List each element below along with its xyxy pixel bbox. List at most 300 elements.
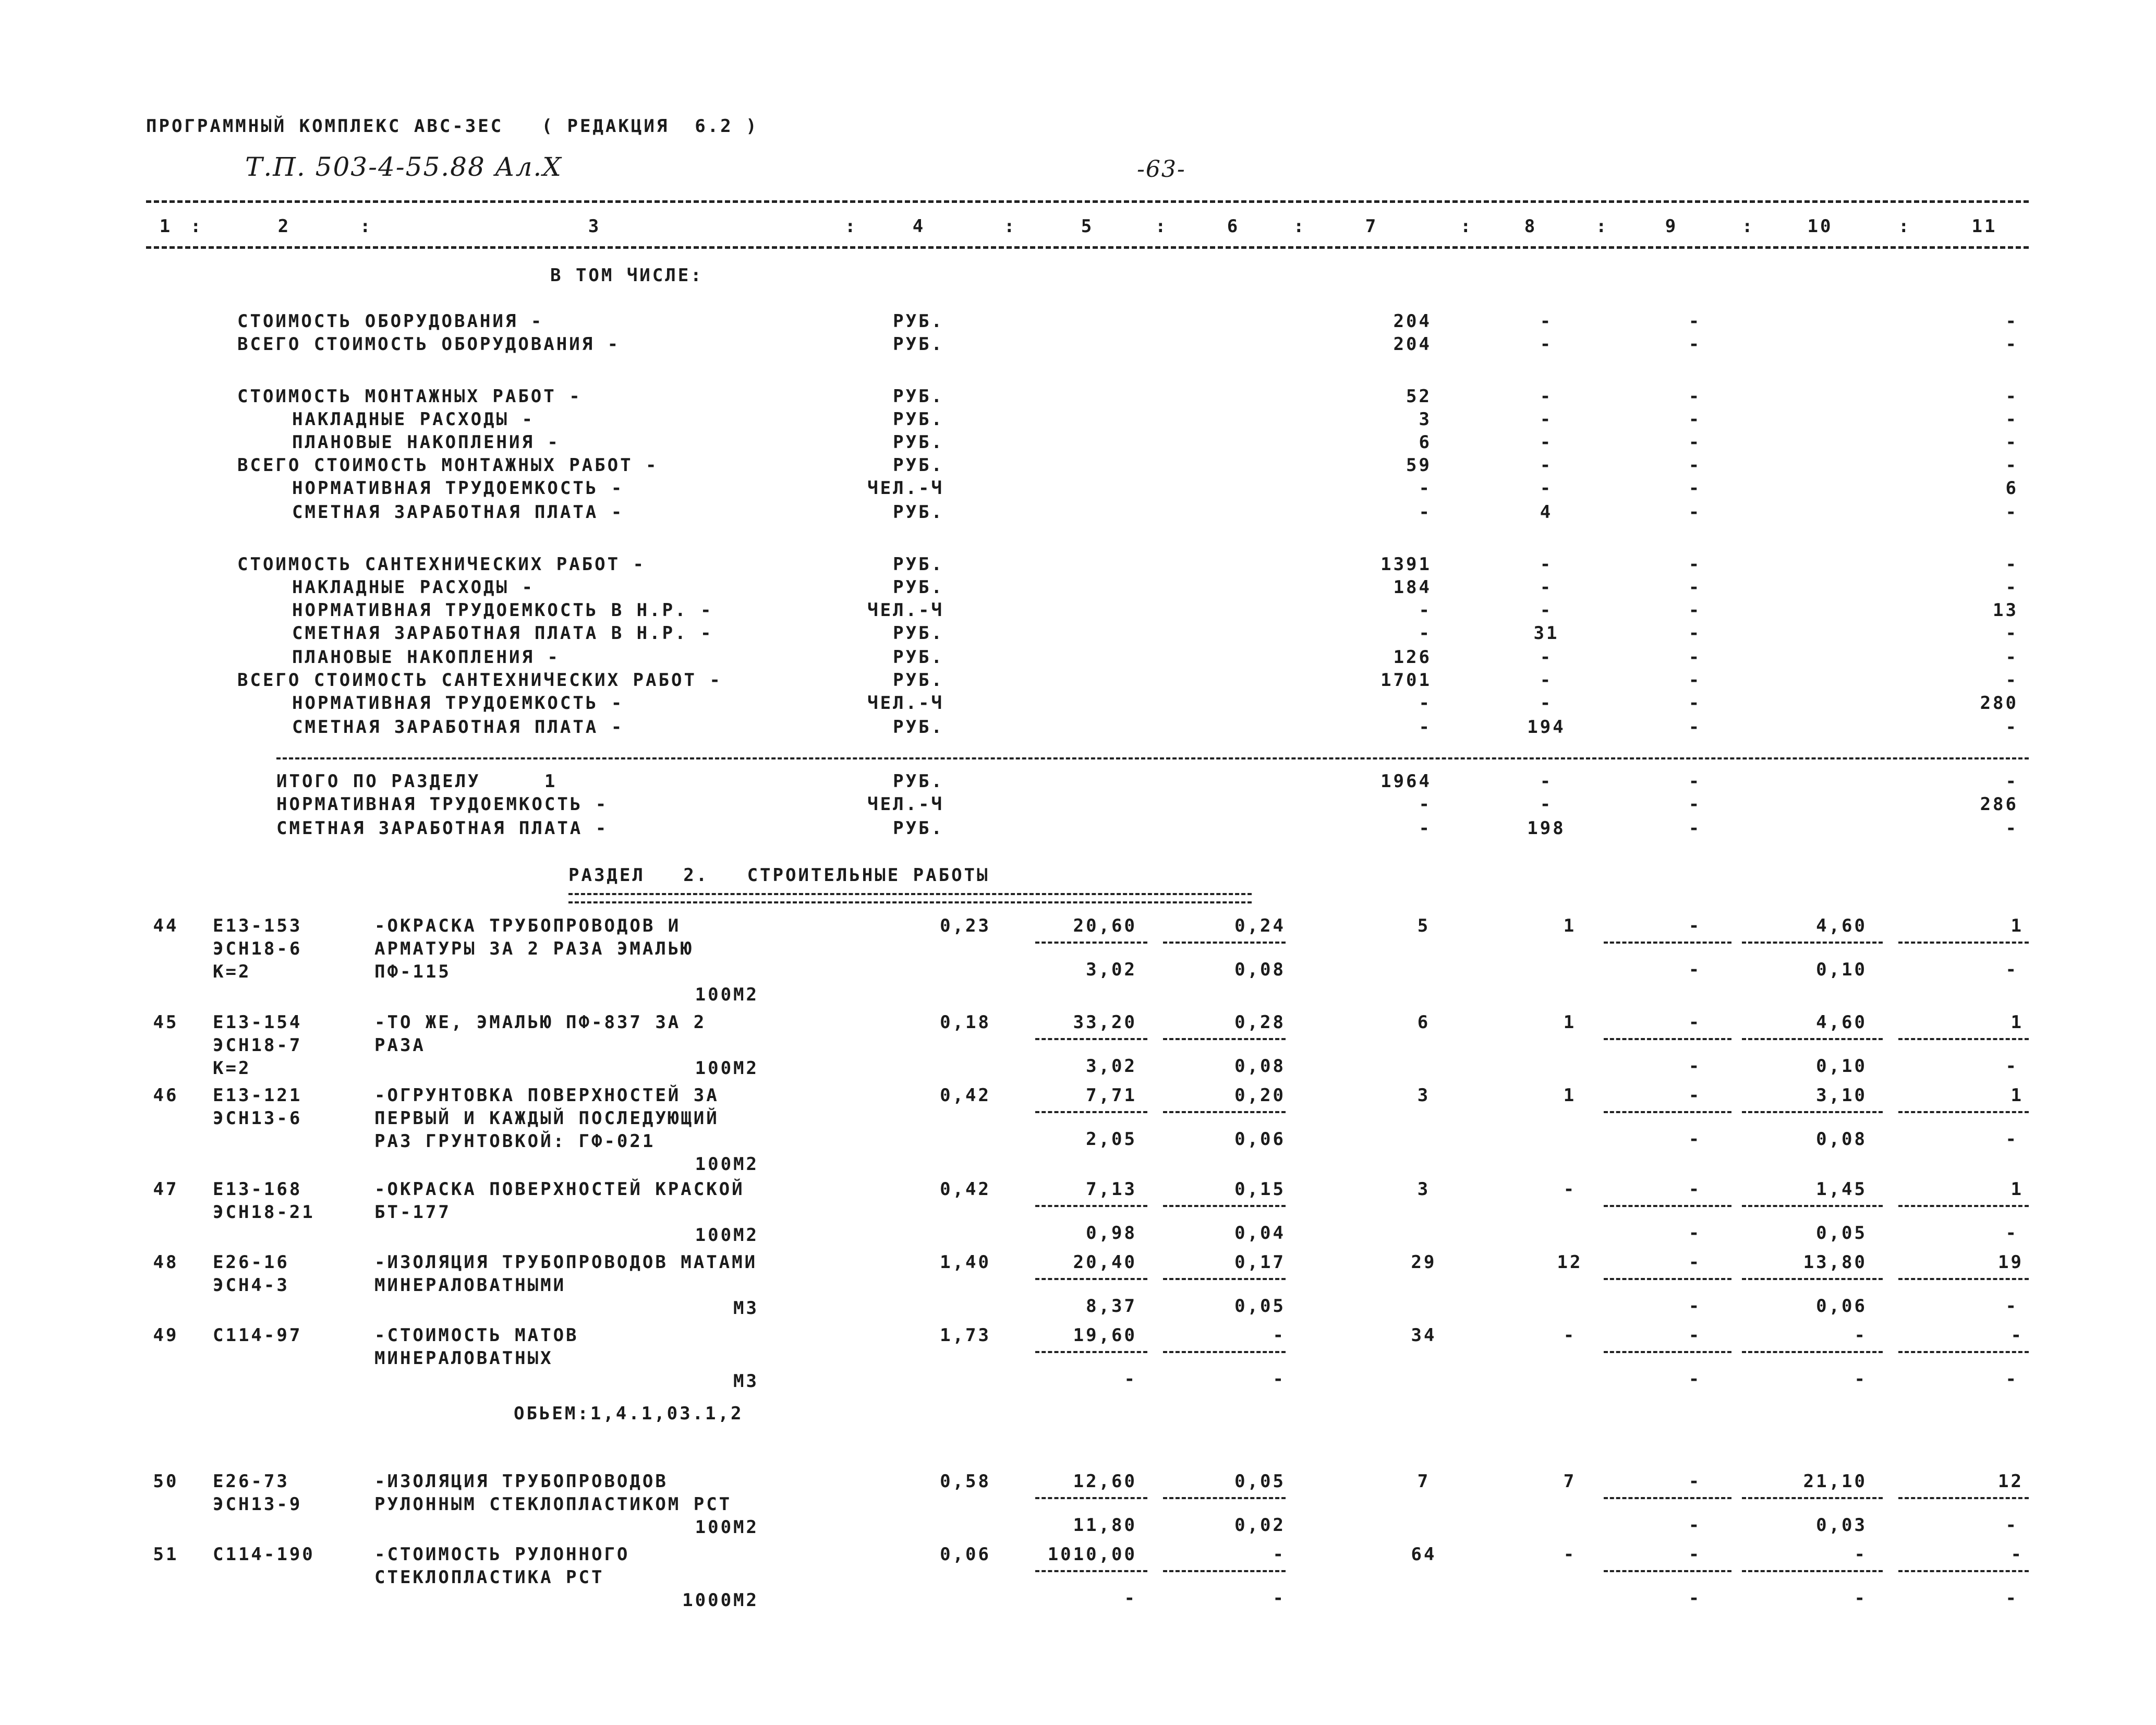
- item-description: ПЕРВЫЙ И КАЖДЫЙ ПОСЛЕДУЮЩИЙ: [374, 1108, 719, 1129]
- summary-col8: -: [1540, 693, 1553, 714]
- item-unit-price: 20,60: [1073, 915, 1137, 936]
- item-description: -ИЗОЛЯЦИЯ ТРУБОПРОВОДОВ: [374, 1471, 668, 1492]
- item-col11: 1: [2010, 915, 2024, 936]
- summary-label: ПЛАНОВЫЕ НАКОПЛЕНИЯ -: [292, 647, 560, 668]
- item-col10: -: [1854, 1325, 1867, 1346]
- item-unit-price-wages: 11,80: [1073, 1515, 1137, 1536]
- summary-label: СМЕТНАЯ ЗАРАБОТНАЯ ПЛАТА -: [292, 717, 624, 738]
- price-divider: [1163, 1111, 1286, 1113]
- column-separator: :: [1742, 216, 1755, 237]
- summary-col7: -: [1419, 478, 1432, 499]
- summary-col7: -: [1419, 693, 1432, 714]
- summary-col9: -: [1688, 455, 1702, 476]
- summary-label: НОРМАТИВНАЯ ТРУДОЕМКОСТЬ -: [292, 478, 624, 499]
- item-unit: 100М2: [695, 1154, 759, 1175]
- column-number: 7: [1365, 216, 1378, 237]
- summary-unit: РУБ.: [893, 647, 944, 668]
- item-col6-wages: 0,08: [1234, 1056, 1286, 1077]
- price-divider: [1035, 1351, 1147, 1353]
- summary-col8: -: [1540, 311, 1553, 332]
- item-col9-wages: -: [1688, 1056, 1702, 1077]
- item-col9: -: [1688, 1085, 1702, 1106]
- item-unit-price-wages: -: [1124, 1369, 1137, 1390]
- item-col8: 1: [1563, 915, 1577, 936]
- summary-col9: -: [1688, 432, 1702, 453]
- item-col9: -: [1688, 1252, 1702, 1273]
- total-col11: -: [2005, 771, 2018, 792]
- item-unit-price: 7,71: [1086, 1085, 1137, 1106]
- summary-col7: -: [1419, 717, 1432, 738]
- price-divider: [1035, 1111, 1147, 1113]
- right-divider: [1742, 1351, 1883, 1353]
- item-col11: -: [2010, 1544, 2024, 1565]
- total-col9: -: [1688, 794, 1702, 815]
- summary-col8: -: [1540, 577, 1553, 598]
- right-divider: [1898, 1570, 2029, 1572]
- summary-col7: -: [1419, 623, 1432, 644]
- right-divider: [1604, 1351, 1731, 1353]
- item-col11: 1: [2010, 1179, 2024, 1200]
- item-col7: 34: [1411, 1325, 1437, 1346]
- summary-col11: -: [2005, 554, 2018, 575]
- item-col6-wages: 0,05: [1234, 1296, 1286, 1317]
- item-number: 50: [153, 1471, 179, 1492]
- item-unit-price: 19,60: [1073, 1325, 1137, 1346]
- item-description: -ОГРУНТОВКА ПОВЕРХНОСТЕЙ ЗА: [374, 1085, 719, 1106]
- summary-col8: 31: [1533, 623, 1559, 644]
- item-col9: -: [1688, 1544, 1702, 1565]
- column-number: 9: [1665, 216, 1678, 237]
- right-divider: [1742, 1111, 1883, 1113]
- item-col10: 13,80: [1803, 1252, 1867, 1273]
- total-col9: -: [1688, 771, 1702, 792]
- summary-col8: -: [1540, 670, 1553, 691]
- column-number: 5: [1081, 216, 1094, 237]
- summary-col7: 3: [1419, 409, 1432, 430]
- item-unit: 100М2: [695, 1058, 759, 1079]
- summary-label: ВСЕГО СТОИМОСТЬ САНТЕХНИЧЕСКИХ РАБОТ -: [237, 670, 722, 691]
- in-total-label: В ТОМ ЧИСЛЕ:: [550, 265, 704, 286]
- item-col11-wages: -: [2005, 1223, 2018, 1244]
- item-code: С114-97: [213, 1325, 302, 1346]
- price-divider: [1035, 1570, 1147, 1572]
- item-number: 47: [153, 1179, 179, 1200]
- item-col11: 19: [1998, 1252, 2024, 1273]
- item-col11: -: [2010, 1325, 2024, 1346]
- item-col11: 1: [2010, 1085, 2024, 1106]
- summary-col11: -: [2005, 386, 2018, 407]
- item-col6: 0,28: [1234, 1012, 1286, 1033]
- summary-unit: РУБ.: [893, 717, 944, 738]
- item-quantity: 0,23: [940, 915, 991, 936]
- summary-col11: -: [2005, 647, 2018, 668]
- item-col8: 7: [1563, 1471, 1577, 1492]
- item-col10: 4,60: [1816, 1012, 1867, 1033]
- item-col10-wages: -: [1854, 1588, 1867, 1609]
- summary-unit: ЧЕЛ.-Ч: [867, 478, 944, 499]
- summary-col9: -: [1688, 623, 1702, 644]
- item-unit-price: 12,60: [1073, 1471, 1137, 1492]
- item-col8: -: [1563, 1325, 1577, 1346]
- item-col9: -: [1688, 1471, 1702, 1492]
- summary-unit: РУБ.: [893, 670, 944, 691]
- summary-unit: РУБ.: [893, 409, 944, 430]
- total-unit: РУБ.: [893, 771, 944, 792]
- item-unit-price: 20,40: [1073, 1252, 1137, 1273]
- summary-col8: -: [1540, 478, 1553, 499]
- right-divider: [1742, 942, 1883, 944]
- price-divider: [1035, 1205, 1147, 1207]
- total-col9: -: [1688, 818, 1702, 839]
- summary-col9: -: [1688, 334, 1702, 355]
- section-2-title-underline: [568, 893, 1252, 903]
- summary-col11: 13: [1993, 600, 2018, 621]
- item-col6-wages: 0,06: [1234, 1129, 1286, 1150]
- item-code-3: К=2: [213, 961, 251, 982]
- summary-col11: -: [2005, 334, 2018, 355]
- summary-label: СТОИМОСТЬ ОБОРУДОВАНИЯ -: [237, 311, 544, 332]
- item-col9: -: [1688, 1012, 1702, 1033]
- item-col8: 12: [1557, 1252, 1583, 1273]
- summary-label: ПЛАНОВЫЕ НАКОПЛЕНИЯ -: [292, 432, 560, 453]
- item-code: Е13-121: [213, 1085, 302, 1106]
- item-unit-price-wages: 2,05: [1086, 1129, 1137, 1150]
- item-col9-wages: -: [1688, 1515, 1702, 1536]
- total-col7: -: [1419, 794, 1432, 815]
- column-separator: :: [1293, 216, 1306, 237]
- item-col8: 1: [1563, 1085, 1577, 1106]
- item-unit-price-wages: 0,98: [1086, 1223, 1137, 1244]
- item-quantity: 0,18: [940, 1012, 991, 1033]
- summary-col8: 4: [1540, 502, 1553, 523]
- column-number: 6: [1227, 216, 1240, 237]
- summary-label: НАКЛАДНЫЕ РАСХОДЫ -: [292, 577, 535, 598]
- item-description: БТ-177: [374, 1202, 451, 1223]
- item-col6: 0,24: [1234, 915, 1286, 936]
- item-unit-price-wages: 3,02: [1086, 959, 1137, 980]
- summary-col8: -: [1540, 554, 1553, 575]
- summary-unit: ЧЕЛ.-Ч: [867, 600, 944, 621]
- item-col8: -: [1563, 1179, 1577, 1200]
- summary-col7: 184: [1393, 577, 1432, 598]
- item-number: 48: [153, 1252, 179, 1273]
- item-col7: 29: [1411, 1252, 1437, 1273]
- item-col10: -: [1854, 1544, 1867, 1565]
- price-divider: [1163, 1351, 1286, 1353]
- column-number: 10: [1807, 216, 1833, 237]
- summary-col8: -: [1540, 334, 1553, 355]
- price-divider: [1035, 1497, 1147, 1499]
- volume-note: ОБЬЕМ:1,4.1,03.1,2: [514, 1403, 744, 1424]
- summary-col9: -: [1688, 311, 1702, 332]
- summary-col9: -: [1688, 577, 1702, 598]
- summary-col11: -: [2005, 623, 2018, 644]
- summary-col7: 204: [1393, 311, 1432, 332]
- item-col7: 3: [1417, 1179, 1431, 1200]
- column-number: 8: [1524, 216, 1537, 237]
- summary-label: НАКЛАДНЫЕ РАСХОДЫ -: [292, 409, 535, 430]
- summary-col8: -: [1540, 455, 1553, 476]
- item-col10-wages: -: [1854, 1369, 1867, 1390]
- column-separator: :: [1596, 216, 1609, 237]
- total-col8: 198: [1527, 818, 1566, 839]
- right-divider: [1898, 1278, 2029, 1280]
- summary-unit: ЧЕЛ.-Ч: [867, 693, 944, 714]
- column-number: 4: [912, 216, 926, 237]
- item-col10-wages: 0,06: [1816, 1296, 1867, 1317]
- total-unit: РУБ.: [893, 818, 944, 839]
- summary-col11: -: [2005, 311, 2018, 332]
- total-col7: -: [1419, 818, 1432, 839]
- header-bottom-rule: [146, 246, 2029, 249]
- item-col10: 1,45: [1816, 1179, 1867, 1200]
- summary-col9: -: [1688, 717, 1702, 738]
- item-col6: -: [1273, 1325, 1286, 1346]
- total-unit: ЧЕЛ.-Ч: [867, 794, 944, 815]
- summary-col11: 6: [2005, 478, 2018, 499]
- column-separator: :: [360, 216, 373, 237]
- item-number: 51: [153, 1544, 179, 1565]
- item-quantity: 0,42: [940, 1179, 991, 1200]
- item-col6: -: [1273, 1544, 1286, 1565]
- item-col8: -: [1563, 1544, 1577, 1565]
- item-code-2: ЭСН13-9: [213, 1494, 302, 1515]
- price-divider: [1163, 1570, 1286, 1572]
- column-number: 11: [1971, 216, 1997, 237]
- item-number: 44: [153, 915, 179, 936]
- item-quantity: 1,73: [940, 1325, 991, 1346]
- item-unit-price-wages: 8,37: [1086, 1296, 1137, 1317]
- summary-col8: -: [1540, 386, 1553, 407]
- column-number: 3: [588, 216, 601, 237]
- item-col6-wages: 0,02: [1234, 1515, 1286, 1536]
- summary-col9: -: [1688, 600, 1702, 621]
- right-divider: [1604, 1497, 1731, 1499]
- column-number: 2: [277, 216, 291, 237]
- item-col11-wages: -: [2005, 1515, 2018, 1536]
- summary-unit: РУБ.: [893, 311, 944, 332]
- document-reference: Т.П. 503-4-55.88 Ал.X: [245, 152, 562, 182]
- right-divider: [1742, 1205, 1883, 1207]
- item-col6: 0,15: [1234, 1179, 1286, 1200]
- item-unit-price-wages: 3,02: [1086, 1056, 1137, 1077]
- item-code-2: ЭСН18-6: [213, 938, 302, 959]
- item-col7: 64: [1411, 1544, 1437, 1565]
- item-col10: 4,60: [1816, 915, 1867, 936]
- item-col9-wages: -: [1688, 1129, 1702, 1150]
- price-divider: [1163, 1497, 1286, 1499]
- summary-label: СТОИМОСТЬ МОНТАЖНЫХ РАБОТ -: [237, 386, 582, 407]
- summary-label: ВСЕГО СТОИМОСТЬ ОБОРУДОВАНИЯ -: [237, 334, 621, 355]
- summary-col11: -: [2005, 717, 2018, 738]
- item-unit-price-wages: -: [1124, 1588, 1137, 1609]
- item-col11-wages: -: [2005, 1369, 2018, 1390]
- total-col7: 1964: [1380, 771, 1432, 792]
- item-unit: 100М2: [695, 984, 759, 1005]
- item-description: ПФ-115: [374, 961, 451, 982]
- item-col7: 7: [1417, 1471, 1431, 1492]
- item-col11-wages: -: [2005, 1129, 2018, 1150]
- item-col6: 0,20: [1234, 1085, 1286, 1106]
- item-number: 49: [153, 1325, 179, 1346]
- summary-col7: 1391: [1380, 554, 1432, 575]
- item-col6: 0,17: [1234, 1252, 1286, 1273]
- item-description: РУЛОННЫМ СТЕКЛОПЛАСТИКОМ РСТ: [374, 1494, 732, 1515]
- summary-col7: 59: [1406, 455, 1432, 476]
- summary-unit: РУБ.: [893, 577, 944, 598]
- summary-col8: -: [1540, 432, 1553, 453]
- item-description: РАЗ ГРУНТОВКОЙ: ГФ-021: [374, 1131, 656, 1152]
- item-col7: 5: [1417, 915, 1431, 936]
- price-divider: [1163, 1038, 1286, 1040]
- item-unit: 100М2: [695, 1517, 759, 1538]
- item-col10-wages: 0,08: [1816, 1129, 1867, 1150]
- item-code: Е26-73: [213, 1471, 289, 1492]
- item-code-3: К=2: [213, 1058, 251, 1079]
- item-description: СТЕКЛОПЛАСТИКА РСТ: [374, 1567, 604, 1588]
- column-separator: :: [1460, 216, 1473, 237]
- item-col8: 1: [1563, 1012, 1577, 1033]
- item-col9-wages: -: [1688, 959, 1702, 980]
- item-col11-wages: -: [2005, 959, 2018, 980]
- summary-col9: -: [1688, 502, 1702, 523]
- item-col10: 21,10: [1803, 1471, 1867, 1492]
- right-divider: [1604, 1111, 1731, 1113]
- item-description: АРМАТУРЫ ЗА 2 РАЗА ЭМАЛЬЮ: [374, 938, 694, 959]
- item-description: РАЗА: [374, 1035, 426, 1056]
- item-description: МИНЕРАЛОВАТНЫХ: [374, 1348, 553, 1369]
- summary-col11: -: [2005, 577, 2018, 598]
- item-code: Е26-16: [213, 1252, 289, 1273]
- header-top-rule: [146, 200, 2029, 203]
- item-code: Е13-154: [213, 1012, 302, 1033]
- item-description: -ОКРАСКА ПОВЕРХНОСТЕЙ КРАСКОЙ: [374, 1179, 745, 1200]
- total-col11: 286: [1980, 794, 2018, 815]
- item-description: -ИЗОЛЯЦИЯ ТРУБОПРОВОДОВ МАТАМИ: [374, 1252, 758, 1273]
- right-divider: [1898, 1351, 2029, 1353]
- right-divider: [1742, 1570, 1883, 1572]
- item-description: МИНЕРАЛОВАТНЫМИ: [374, 1275, 566, 1296]
- right-divider: [1898, 1111, 2029, 1113]
- right-divider: [1604, 942, 1731, 944]
- item-col6-wages: 0,04: [1234, 1223, 1286, 1244]
- item-number: 46: [153, 1085, 179, 1106]
- price-divider: [1163, 942, 1286, 944]
- section-1-total-rule: [276, 757, 2029, 759]
- summary-unit: РУБ.: [893, 502, 944, 523]
- item-col9: -: [1688, 915, 1702, 936]
- summary-unit: РУБ.: [893, 386, 944, 407]
- summary-col7: 204: [1393, 334, 1432, 355]
- column-separator: :: [845, 216, 858, 237]
- item-col6: 0,05: [1234, 1471, 1286, 1492]
- column-number: 1: [159, 216, 173, 237]
- summary-col8: -: [1540, 600, 1553, 621]
- summary-col11: 280: [1980, 693, 2018, 714]
- right-divider: [1742, 1038, 1883, 1040]
- summary-col9: -: [1688, 409, 1702, 430]
- summary-col9: -: [1688, 478, 1702, 499]
- summary-col9: -: [1688, 647, 1702, 668]
- summary-unit: РУБ.: [893, 623, 944, 644]
- item-code: С114-190: [213, 1544, 315, 1565]
- item-unit: 1000М2: [682, 1590, 759, 1611]
- item-code: Е13-153: [213, 915, 302, 936]
- item-col9-wages: -: [1688, 1369, 1702, 1390]
- summary-col7: 126: [1393, 647, 1432, 668]
- right-divider: [1898, 1038, 2029, 1040]
- summary-col7: -: [1419, 600, 1432, 621]
- page-number: -63-: [1137, 156, 1186, 183]
- item-code-2: ЭСН13-6: [213, 1108, 302, 1129]
- item-col6-wages: -: [1273, 1369, 1286, 1390]
- item-col9-wages: -: [1688, 1588, 1702, 1609]
- item-unit: 100М2: [695, 1225, 759, 1246]
- item-unit: М3: [733, 1371, 759, 1392]
- item-code: Е13-168: [213, 1179, 302, 1200]
- summary-unit: РУБ.: [893, 334, 944, 355]
- column-separator: :: [1155, 216, 1168, 237]
- total-label: ИТОГО ПО РАЗДЕЛУ 1: [276, 771, 558, 792]
- summary-col9: -: [1688, 693, 1702, 714]
- section-2-title: РАЗДЕЛ 2. СТРОИТЕЛЬНЫЕ РАБОТЫ: [568, 865, 990, 886]
- summary-col8: -: [1540, 647, 1553, 668]
- item-number: 45: [153, 1012, 179, 1033]
- summary-col7: 52: [1406, 386, 1432, 407]
- item-col10-wages: 0,10: [1816, 959, 1867, 980]
- summary-col11: -: [2005, 455, 2018, 476]
- summary-col9: -: [1688, 554, 1702, 575]
- summary-col7: -: [1419, 502, 1432, 523]
- item-col11: 12: [1998, 1471, 2024, 1492]
- summary-label: СТОИМОСТЬ САНТЕХНИЧЕСКИХ РАБОТ -: [237, 554, 646, 575]
- item-col9: -: [1688, 1179, 1702, 1200]
- summary-col11: -: [2005, 502, 2018, 523]
- summary-label: НОРМАТИВНАЯ ТРУДОЕМКОСТЬ В Н.Р. -: [292, 600, 713, 621]
- summary-col7: 6: [1419, 432, 1432, 453]
- item-unit: М3: [733, 1298, 759, 1319]
- total-label: НОРМАТИВНАЯ ТРУДОЕМКОСТЬ -: [276, 794, 609, 815]
- item-col7: 3: [1417, 1085, 1431, 1106]
- right-divider: [1742, 1278, 1883, 1280]
- item-quantity: 0,42: [940, 1085, 991, 1106]
- summary-col8: 194: [1527, 717, 1566, 738]
- item-col11: 1: [2010, 1012, 2024, 1033]
- item-quantity: 0,58: [940, 1471, 991, 1492]
- item-col11-wages: -: [2005, 1588, 2018, 1609]
- column-separator: :: [1004, 216, 1017, 237]
- item-description: -ТО ЖЕ, ЭМАЛЬЮ ПФ-837 ЗА 2: [374, 1012, 707, 1033]
- right-divider: [1742, 1497, 1883, 1499]
- total-col8: -: [1540, 794, 1553, 815]
- item-quantity: 0,06: [940, 1544, 991, 1565]
- right-divider: [1898, 1497, 2029, 1499]
- item-unit-price: 33,20: [1073, 1012, 1137, 1033]
- price-divider: [1035, 1038, 1147, 1040]
- item-col6-wages: -: [1273, 1588, 1286, 1609]
- summary-col11: -: [2005, 409, 2018, 430]
- item-description: -СТОИМОСТЬ МАТОВ: [374, 1325, 579, 1346]
- item-code-2: ЭСН18-7: [213, 1035, 302, 1056]
- item-col7: 6: [1417, 1012, 1431, 1033]
- price-divider: [1163, 1278, 1286, 1280]
- item-col9: -: [1688, 1325, 1702, 1346]
- right-divider: [1604, 1038, 1731, 1040]
- summary-unit: РУБ.: [893, 455, 944, 476]
- price-divider: [1163, 1205, 1286, 1207]
- total-col11: -: [2005, 818, 2018, 839]
- item-col6-wages: 0,08: [1234, 959, 1286, 980]
